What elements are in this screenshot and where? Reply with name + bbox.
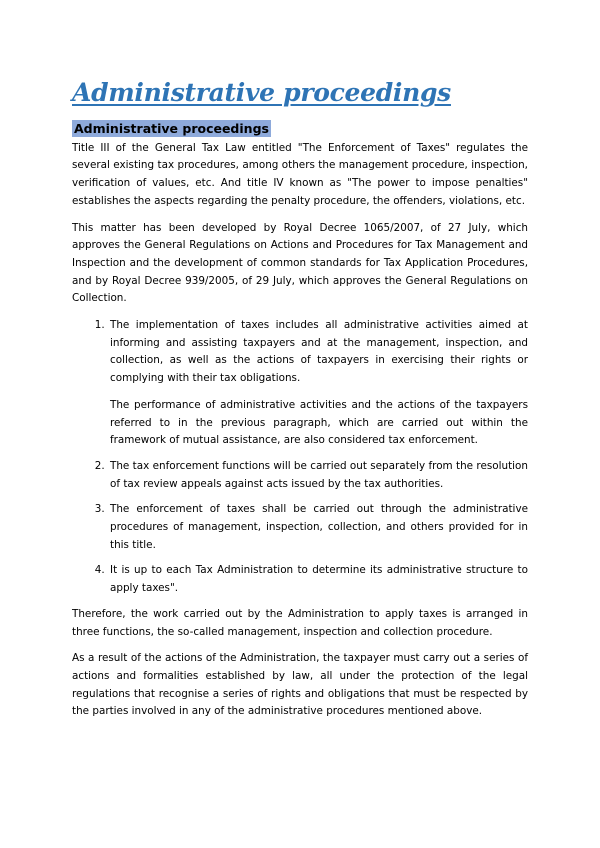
decree-paragraph: This matter has been developed by Royal Decree 1065/2007, of 27 July, which approves the General Regulations on Actions and Procedures for Tax Management and Inspection and the development of common standards for Tax Application Procedures, and by Royal Decree 939/2005, of 29 July, which approves the General Regulations on Collection. — [72, 221, 528, 305]
document-body — [72, 120, 528, 730]
result-paragraph: As a result of the actions of the Administration, the taxpayer must carry out a series of actions and formalities established by law, all under the protection of the legal regulations that recognise a series of rights and obligations that must be respected by the parties involved in any of the administrative procedures mentioned above. — [72, 652, 528, 718]
section-heading: Administrative proceedings — [74, 121, 269, 136]
intro-paragraph: Title III of the General Tax Law entitled "The Enforcement of Taxes" regulates the several existing tax procedures, among others the management procedure, inspection, verification of values, etc. And title IV known as "The power to impose penalties" establishes the aspects regarding the penalty procedure, the offenders, violations, etc. — [72, 141, 528, 207]
list-item-text: 4. It is up to each Tax Administration to determine its administrative structure to apply taxes". — [110, 564, 528, 595]
list-item-text: 2. The tax enforcement functions will be carried out separately from the resolution of tax review appeals against acts issued by the tax authorities. — [110, 459, 528, 490]
document-title: Administrative proceedings — [72, 78, 451, 107]
list-item — [108, 501, 528, 554]
list-item-text: 1. The implementation of taxes includes all administrative activities aimed at informing and assisting taxpayers and at the management, inspection, and collection, as well as the actions of taxpayers in exercising their rights or complying with their tax obligations. — [110, 319, 528, 385]
list-item — [108, 458, 528, 493]
functions-paragraph: Therefore, the work carried out by the Administration to apply taxes is arranged in three functions, the so-called management, inspection and collection procedure. — [72, 607, 528, 638]
list-item — [108, 562, 528, 597]
list-item — [108, 317, 528, 450]
list-item-subtext: The performance of administrative activities and the actions of the taxpayers referred to in the previous paragraph, which are carried out within the framework of mutual assistance, are also considered tax enforcement. — [110, 398, 528, 447]
list-item-text: 3. The enforcement of taxes shall be carried out through the administrative procedures of management, inspection, collection, and others provided for in this title. — [110, 503, 528, 551]
numbered-list — [72, 317, 528, 598]
